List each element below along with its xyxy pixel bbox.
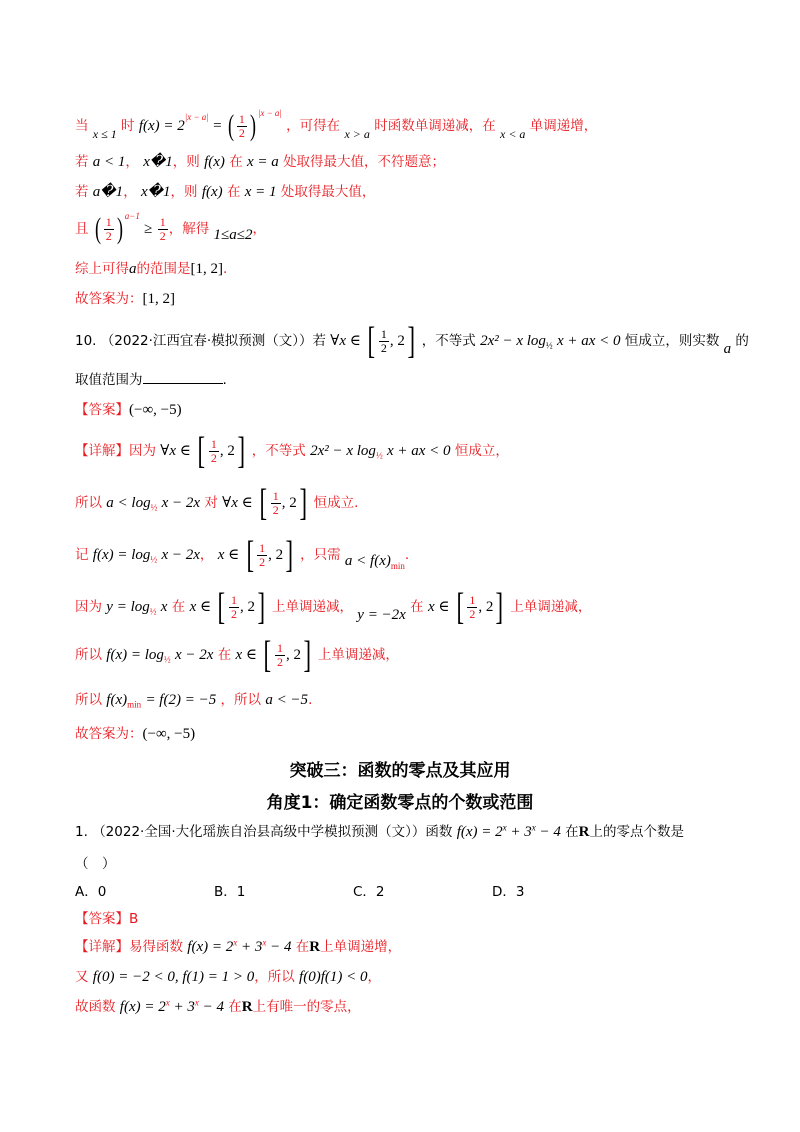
math-cond: x > a <box>344 127 370 141</box>
detail-label: 【详解】 <box>75 443 129 459</box>
math-range: [1, 2] <box>142 291 175 307</box>
question-number: 1. <box>75 824 88 840</box>
question-10-line-2: 取值范围为 . <box>75 372 227 388</box>
text: 单调递增， <box>529 118 598 134</box>
solution-line-5: 综上可得a的范围是[1, 2]. <box>75 261 228 277</box>
question-1-paren: （ ） <box>75 856 116 872</box>
option-c[interactable]: C．2 <box>353 884 385 900</box>
math-cond: a�1 <box>92 184 124 200</box>
math-inequality: 2x² − x log <box>480 333 546 349</box>
math-range: [1, 2] <box>190 261 223 277</box>
math-exp: |x − a| <box>257 108 282 118</box>
explain-line-3: 故函数 $f(x) = 2^x + 3^x - 4$ 在R上有唯一的零点， <box>75 997 361 1015</box>
text: ，可得在 <box>286 118 341 134</box>
math-ge: ≥ <box>144 221 153 237</box>
math-fx: f(x) = 2 <box>138 118 185 134</box>
math-cond: x ≤ 1 <box>92 127 117 141</box>
answer-line-9: 故答案为：[1, 2] <box>75 291 175 307</box>
question-number: 10. <box>75 333 97 349</box>
subsection-heading: 角度1：确定函数零点的个数或范围 <box>266 793 534 813</box>
answer-1: 【答案】B <box>75 911 139 927</box>
option-b[interactable]: B．1 <box>214 884 246 900</box>
detail-line-6: 所以 $f(x)_{min} = f(2) = -5$ ，所以 a < −5. <box>75 692 313 710</box>
math-exp: a−1 <box>124 211 140 221</box>
math-cond: x = 1 <box>244 184 277 200</box>
text: 时 <box>121 118 135 134</box>
question-10: 10. （2022·江西宜春·模拟预测（文））若 ∀x ∈ [ $\frac{1}{2}$ , 2] ，不等式 2x² − x $\log_{\frac{1}{2}} x$ + ax < 0 恒成立，则实数 a 的 <box>75 320 749 362</box>
question-source: （2022·江西宜春·模拟预测（文））若 <box>100 333 326 349</box>
math-fx: f(x) <box>204 154 225 170</box>
math-eq: = <box>213 118 222 134</box>
detail-line-7: 故答案为：(−∞, −5) <box>75 726 196 742</box>
detail-line-5: 所以 $f(x) = \log_{\frac{1}{2}} x - 2x$ 在 x ∈ [ $\frac{1}{2}$ , 2] 上单调递减， <box>75 634 399 676</box>
fraction-half: $\frac{1}{2}$ <box>238 111 245 140</box>
math-solve: 1≤a≤2 <box>213 227 253 243</box>
detail-line-4: 因为 $y = \log_{\frac{1}{2}} x$ 在 x ∈ [ $\frac{1}{2}$ , 2] 上单调递减， y = −2x 在 x ∈ [ $\frac{1}{2}$ , 2] 上单调递减， <box>75 586 592 628</box>
math-exp: |x − a| <box>184 112 209 122</box>
math-fx: f(x) <box>201 184 223 200</box>
math-cond: x�1 <box>140 184 171 200</box>
answer-blank <box>143 371 223 384</box>
detail-line-1: 【详解】因为 ∀x ∈ [ $\frac{1}{2}$ , 2] ，不等式 2x² − x $\log_{\frac{1}{2}} x$ + ax < 0 恒成立， <box>75 430 509 472</box>
fraction-half: $\frac{1}{2}$ <box>159 214 166 243</box>
explain-line-1: 【详解】易得函数 $f(x) = 2^x + 3^x - 4$ 在R上单调递增， <box>75 937 402 955</box>
option-a[interactable]: A．0 <box>75 884 107 900</box>
math-cond: x�1 <box>143 154 173 170</box>
math-answer: (−∞, −5) <box>129 402 182 418</box>
question-source: （2022·全国·大化瑶族自治县高级中学模拟预测（文））函数 <box>92 824 453 840</box>
detail-line-2: 所以 $a < \log_{\frac{1}{2}} x - 2x$ 对 ∀x ∈ [ $\frac{1}{2}$ , 2] 恒成立. <box>75 482 359 524</box>
math-domain: ∀x ∈ <box>330 333 361 349</box>
math-inequality: x + ax < 0 <box>556 333 621 349</box>
fraction-half: $\frac{1}{2}$ <box>105 214 112 243</box>
solution-line-1: 当 x ≤ 1 时 $f(x) = 2^{|x - a|}$ = ( $\frac{1}{2}$ ) $^{|x - a|}$ ，可得在 x > a 时函数单调递减，在 x < a 单调递增， <box>75 108 598 142</box>
explain-line-2: 又 f(0) = −2 < 0, f(1) = 1 > 0，所以 f(0)f(1) < 0， <box>75 969 381 985</box>
detail-line-3: 记 $f(x) = \log_{\frac{1}{2}} x - 2x$， x ∈ [ $\frac{1}{2}$ , 2] ，只需 $a < f(x)_{min}$. <box>75 534 410 576</box>
math-cond: a < 1 <box>92 154 126 170</box>
answer-label: 【答案】 <box>75 402 129 418</box>
solution-line-4: 且 ( $\frac{1}{2}$ ) $^{a-1}$ ≥ $\frac{1}{2}$ ，解得 1≤a≤2， <box>75 211 266 245</box>
math-cond: x < a <box>500 127 526 141</box>
math-cond: x = a <box>246 154 279 170</box>
section-heading: 突破三：函数的零点及其应用 <box>289 761 511 781</box>
option-d[interactable]: D．3 <box>492 884 525 900</box>
text: 时函数单调递减，在 <box>374 118 496 134</box>
answer-10 <box>75 398 182 419</box>
text: 当 <box>75 118 89 134</box>
solution-line-3: 若 a�1， x�1，则 f(x) 在 x = 1 处取得最大值， <box>75 184 376 200</box>
solution-line-2: 若 a < 1， x�1，则 f(x) 在 x = a 处取得最大值，不符题意； <box>75 154 446 170</box>
question-1: 1. （2022·全国·大化瑶族自治县高级中学模拟预测（文））函数 $f(x) = 2^x + 3^x - 4$ 在R上的零点个数是 <box>75 822 685 840</box>
